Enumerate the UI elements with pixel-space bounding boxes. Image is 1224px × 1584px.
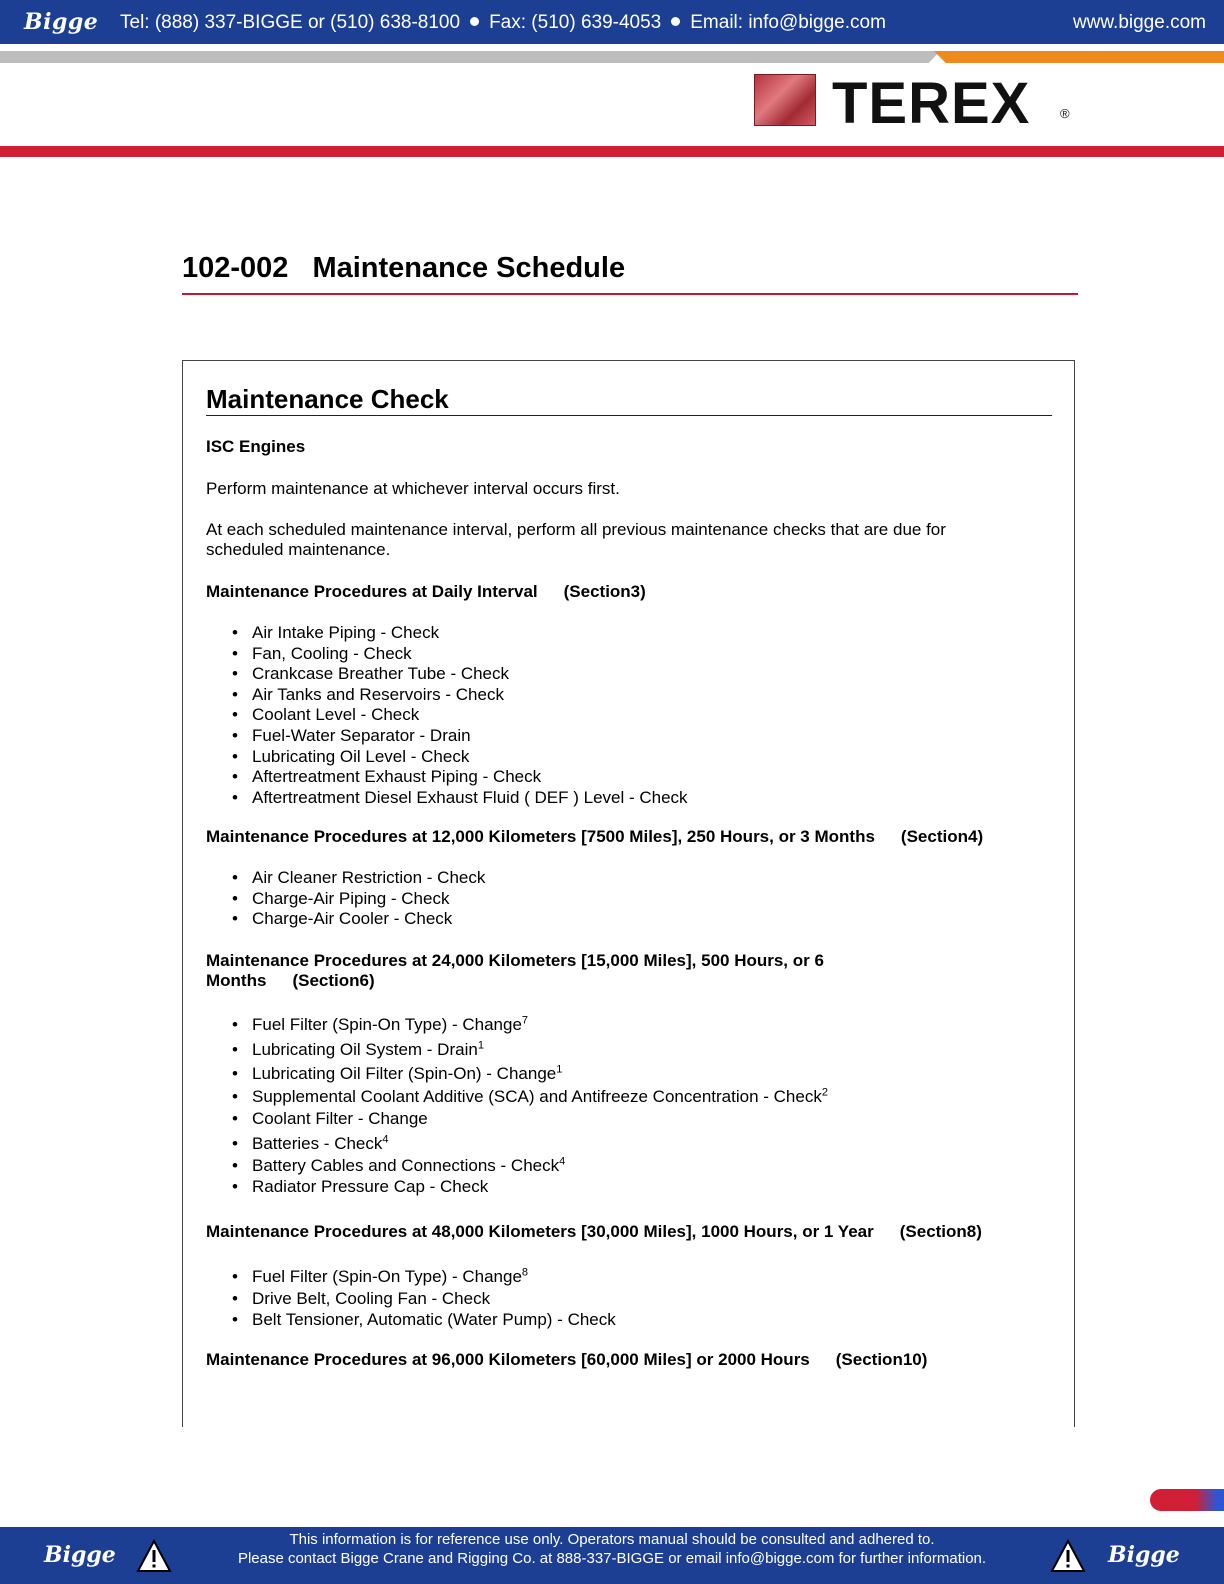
list-item: • Fuel-Water Separator - Drain — [230, 726, 688, 747]
list-item: • Aftertreatment Diesel Exhaust Fluid ( DEF ) Level - Check — [230, 788, 688, 809]
engine-heading: ISC Engines — [206, 437, 306, 456]
separator-dot — [470, 17, 479, 26]
list-item: • Air Cleaner Restriction - Check — [230, 868, 485, 889]
list-item: • Charge-Air Piping - Check — [230, 889, 485, 910]
section-heading-text: Maintenance Procedures at Daily Interval — [206, 582, 538, 601]
intro-text: Perform maintenance at whichever interval occurs first. — [206, 479, 620, 498]
section-ref: (Section3) — [563, 582, 646, 601]
section-heading-text: Months — [206, 971, 267, 990]
red-divider — [0, 146, 1224, 157]
box-title: Maintenance Check — [206, 384, 449, 414]
intro-line: At each scheduled maintenance interval, perform all previous maintenance checks that are due for — [206, 520, 946, 539]
list-item: • Lubricating Oil Level - Check — [230, 747, 688, 768]
list-item: • Supplemental Coolant Additive (SCA) and Antifreeze Concentration - Check$^2$ — [230, 1087, 828, 1108]
page-number: 102-002 — [182, 252, 289, 284]
section-heading — [206, 951, 824, 991]
list-item: • Belt Tensioner, Automatic (Water Pump) - Check — [230, 1310, 616, 1331]
list-item: • Lubricating Oil System - Drain$^1$ — [230, 1038, 828, 1063]
list-item: • Charge-Air Cooler - Check — [230, 909, 485, 930]
daily-list — [230, 623, 688, 808]
website-link[interactable]: www.bigge.com — [1072, 12, 1206, 33]
section-heading — [206, 827, 983, 847]
section-ref: (Section6) — [292, 971, 375, 990]
500-hour-list — [230, 1013, 828, 1197]
list-item: • Batteries - Check$^4$ — [230, 1132, 828, 1157]
list-item: • Fuel Filter (Spin-On Type) - Change$^8$ — [230, 1265, 616, 1289]
terex-mark-icon — [754, 74, 816, 126]
list-item: • Coolant Level - Check — [230, 705, 688, 726]
footer-disclaimer — [200, 1530, 1024, 1568]
1000-hour-list — [230, 1265, 616, 1330]
registered-mark: ® — [1060, 106, 1070, 121]
section-heading — [206, 582, 646, 602]
list-item: • Air Tanks and Reservoirs - Check — [230, 685, 688, 706]
email-link[interactable]: Email: info@bigge.com — [690, 12, 886, 33]
fax-text: Fax: (510) 639-4053 — [489, 12, 662, 33]
intro-text-2 — [206, 520, 946, 560]
intro-line: scheduled maintenance. — [206, 540, 391, 559]
header-bar — [0, 0, 1224, 44]
list-item: • Radiator Pressure Cap - Check — [230, 1177, 828, 1198]
separator-dot — [671, 17, 680, 26]
terex-wordmark: TEREX — [832, 71, 1031, 136]
warning-icon — [1050, 1539, 1086, 1573]
list-item: • Fan, Cooling - Check — [230, 644, 688, 665]
phone-text[interactable]: Tel: (888) 337-BIGGE or (510) 638-8100 — [120, 12, 461, 33]
box-title-rule — [206, 415, 1052, 416]
section-heading-text: Maintenance Procedures at 48,000 Kilometers [30,000 Miles], 1000 Hours, or 1 Year — [206, 1222, 874, 1241]
contact-info — [120, 12, 886, 34]
section-ref: (Section8) — [899, 1222, 982, 1241]
250-hour-list — [230, 868, 485, 930]
section-heading — [206, 1222, 982, 1242]
grey-stripe — [0, 51, 940, 63]
footer-bar — [0, 1527, 1224, 1584]
section-heading — [206, 1350, 927, 1370]
title-underline — [182, 293, 1078, 295]
list-item: • Air Intake Piping - Check — [230, 623, 688, 644]
page-indicator-pill — [1150, 1489, 1224, 1511]
page-title — [182, 252, 625, 285]
orange-stripe — [934, 51, 1224, 63]
bigge-logo[interactable]: Bigge — [24, 9, 99, 35]
disclaimer-line: Please contact Bigge Crane and Rigging Co. at 888-337-BIGGE or email info@bigge.com for further information. — [237, 1550, 987, 1567]
list-item: • Crankcase Breather Tube - Check — [230, 664, 688, 685]
list-item: • Battery Cables and Connections - Check$^4$ — [230, 1156, 828, 1177]
section-ref: (Section10) — [835, 1350, 928, 1369]
warning-icon — [136, 1539, 172, 1573]
list-item: • Drive Belt, Cooling Fan - Check — [230, 1289, 616, 1310]
page-title-text: Maintenance Schedule — [312, 252, 626, 284]
bigge-logo[interactable]: Bigge — [44, 1542, 116, 1568]
section-heading-text: Maintenance Procedures at 96,000 Kilometers [60,000 Miles] or 2000 Hours — [206, 1350, 810, 1369]
section-heading-text: Maintenance Procedures at 24,000 Kilometers [15,000 Miles], 500 Hours, or 6 — [206, 951, 824, 970]
disclaimer-line: This information is for reference use only. Operators manual should be consulted and adhered to. — [289, 1531, 935, 1548]
list-item: • Coolant Filter - Change — [230, 1107, 828, 1132]
list-item: • Aftertreatment Exhaust Piping - Check — [230, 767, 688, 788]
list-item: • Lubricating Oil Filter (Spin-On) - Change$^1$ — [230, 1062, 828, 1087]
section-ref: (Section4) — [900, 827, 984, 846]
section-heading-text: Maintenance Procedures at 12,000 Kilometers [7500 Miles], 250 Hours, or 3 Months — [206, 827, 875, 846]
list-item: • Fuel Filter (Spin-On Type) - Change$^7$ — [230, 1013, 828, 1038]
bigge-logo[interactable]: Bigge — [1108, 1542, 1180, 1568]
